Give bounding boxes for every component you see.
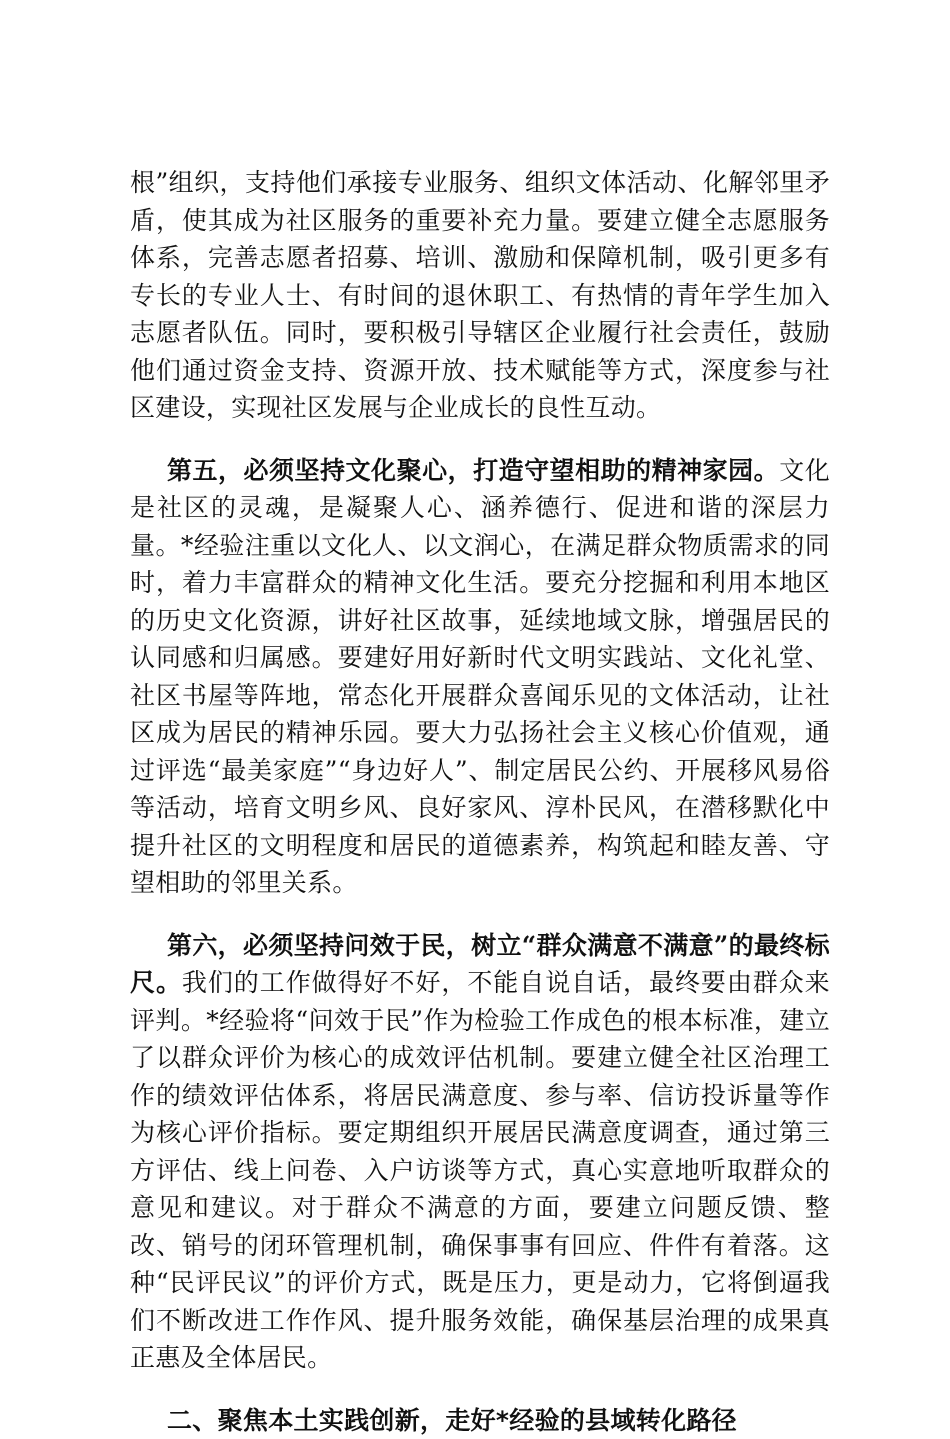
paragraph-sixth-body: 我们的工作做得好不好，不能自说自话，最终要由群众来评判。*经验将“问效于民”作为检验工作成色的根本标准，建立了以群众评价为核心的成效评估机制。要建立健全社区治理工作的绩效评估体系，将居民满意度、参与率、信访投诉量等作为核心评价指标。要定期组织开展居民满意度调查，通过第三方评估、线上问卷、入户访谈等方式，真心实意地听取群众的意见和建议。对于群众不满意的方面，要建立问题反馈、整改、销号的闭环管理机制，确保事事有回应、件件有着落。这种“民评民议”的评价方式，既是压力，更是动力，它将倒逼我们不断改进工作作风、提升服务效能，确保基层治理的成果真正惠及全体居民。 — [130, 968, 830, 1372]
paragraph-continued: 根”组织，支持他们承接专业服务、组织文体活动、化解邻里矛盾，使其成为社区服务的重要补充力量。要建立健全志愿服务体系，完善志愿者招募、培训、激励和保障机制，吸引更多有专长的专业人士、有时间的退休职工、有热情的青年学生加入志愿者队伍。同时，要积极引导辖区企业履行社会责任，鼓励他们通过资金支持、资源开放、技术赋能等方式，深度参与社区建设，实现社区发展与企业成长的良性互动。 — [130, 164, 830, 427]
paragraph-sixth — [130, 927, 830, 1377]
paragraph-fifth-title: 第五，必须坚持文化聚心，打造守望相助的精神家园。 — [167, 456, 779, 485]
paragraph-fifth — [130, 452, 830, 902]
paragraph-fifth-body: 文化是社区的灵魂，是凝聚人心、涵养德行、促进和谐的深层力量。*经验注重以文化人、以文润心，在满足群众物质需求的同时，着力丰富群众的精神文化生活。要充分挖掘和利用本地区的历史文化资源，讲好社区故事，延续地域文脉，增强居民的认同感和归属感。要建好用好新时代文明实践站、文化礼堂、社区书屋等阵地，常态化开展群众喜闻乐见的文体活动，让社区成为居民的精神乐园。要大力弘扬社会主义核心价值观，通过评选“最美家庭”“身边好人”、制定居民公约、开展移风易俗等活动，培育文明乡风、良好家风、淳朴民风，在潜移默化中提升社区的文明程度和居民的道德素养，构筑起和睦友善、守望相助的邻里关系。 — [130, 456, 830, 898]
section-heading: 二、聚焦本土实践创新，走好*经验的县域转化路径 — [130, 1402, 830, 1439]
paragraph-sixth-title: 第六，必须坚持问效于民，树立“群众满意不满意”的最终标尺。 — [130, 931, 830, 998]
document-body — [130, 164, 830, 1439]
